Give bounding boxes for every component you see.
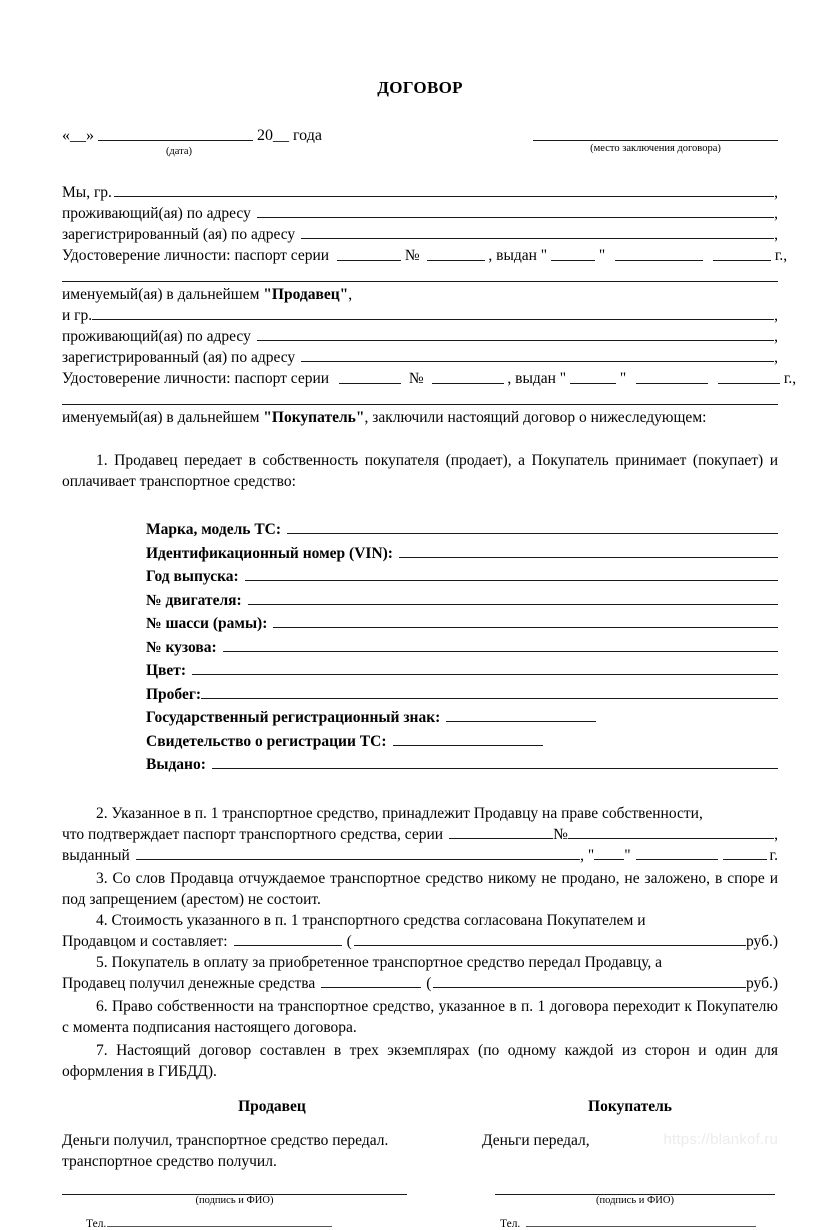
date-prefix: «__» — [62, 127, 98, 144]
seller-signature-caption: (подпись и ФИО) — [195, 1194, 274, 1206]
clause-7: 7. Настоящий договор составлен в трех экземплярах (по одному каждой из сторон и один для оформления в ГИБДД). — [62, 1041, 778, 1080]
clause-4-line-1: 4. Стоимость указанного в п. 1 транспортного средства согласована Покупателем и — [96, 911, 646, 929]
buyer-passport-label: Удостоверение личности: паспорт серии — [62, 370, 330, 387]
buyer-block — [62, 305, 797, 428]
paren-open: ( — [346, 932, 352, 950]
buyer-registered-label: зарегистрированный (ая) по адресу — [62, 349, 296, 366]
buyer-name-row — [62, 305, 778, 326]
date-and-place-row — [62, 126, 778, 166]
quote-close: " — [598, 247, 606, 264]
vehicle-field-label: Выдано: — [146, 756, 206, 773]
vehicle-field-row — [146, 659, 778, 683]
pts-day-input[interactable] — [594, 845, 624, 860]
seller-registered-input[interactable] — [301, 225, 774, 239]
buyer-name-input[interactable] — [92, 306, 774, 320]
seller-signature-column — [62, 1194, 482, 1230]
buyer-phone-row — [482, 1215, 778, 1230]
buyer-passport-month-input[interactable] — [636, 369, 708, 384]
vehicle-field-input[interactable] — [192, 660, 778, 675]
price-words-input[interactable] — [354, 932, 746, 946]
seller-registered-label: зарегистрированный (ая) по адресу — [62, 226, 296, 243]
seller-named-row — [62, 284, 778, 305]
buyer-named-row — [62, 407, 778, 428]
buyer-passport-year-input[interactable] — [718, 369, 780, 384]
buyer-passport-number-input[interactable] — [432, 369, 504, 384]
year-suffix: г. — [769, 846, 778, 864]
year-suffix: г., — [774, 247, 788, 264]
buyer-name-label: и гр. — [62, 307, 93, 324]
vehicle-field-row — [146, 612, 778, 636]
comma: , — [774, 307, 778, 324]
vehicle-field-row — [146, 565, 778, 589]
comma: , — [774, 349, 778, 366]
clause-5 — [62, 952, 778, 994]
seller-residing-label: проживающий(ая) по адресу — [62, 205, 251, 222]
seller-passport-month-input[interactable] — [615, 246, 703, 261]
seller-statement — [62, 1130, 482, 1172]
comma: , — [774, 328, 778, 345]
currency-suffix: руб.) — [745, 932, 778, 950]
clause-2 — [62, 803, 778, 866]
buyer-signature-caption: (подпись и ФИО) — [596, 1194, 674, 1206]
seller-passport-row — [62, 245, 788, 266]
buyer-named-prefix: именуемый(ая) в дальнейшем — [62, 409, 264, 426]
date-caption: (дата) — [165, 146, 193, 157]
signature-headings — [62, 1098, 778, 1116]
clause-6: 6. Право собственности на транспортное средство, указанное в п. 1 договора переходит к Покупателю с момента подписания настоящего договора. — [62, 997, 778, 1036]
vehicle-field-row — [146, 589, 778, 613]
buyer-passport-issued-label: , выдан " — [507, 370, 567, 387]
price-digits-input[interactable] — [234, 931, 342, 946]
payment-words-input[interactable] — [433, 974, 746, 988]
vehicle-field-label: Год выпуска: — [146, 568, 239, 585]
vehicle-field-input[interactable] — [273, 613, 778, 628]
vehicle-field-label: Идентификационный номер (VIN): — [146, 544, 393, 562]
pts-series-label: что подтверждает паспорт транспортного средства, серии — [62, 825, 444, 843]
vehicle-field-input[interactable] — [201, 684, 778, 699]
seller-passport-series-input[interactable] — [337, 246, 401, 261]
vehicle-field-label: Свидетельство о регистрации ТС: — [146, 732, 387, 750]
seller-residing-input[interactable] — [257, 204, 774, 218]
seller-passport-label: Удостоверение личности: паспорт серии — [62, 247, 330, 264]
seller-registered-row — [62, 224, 778, 245]
vehicle-field-label: Марка, модель ТС: — [146, 521, 282, 538]
number-symbol: № — [553, 825, 568, 843]
pts-year-input[interactable] — [723, 845, 767, 860]
vehicle-field-row — [146, 518, 778, 542]
currency-suffix: руб.) — [745, 974, 778, 992]
seller-name-row — [62, 182, 778, 203]
signature-lines — [62, 1194, 778, 1230]
site-watermark: https://blankof.ru — [663, 1131, 778, 1148]
vehicle-field-row — [146, 636, 778, 660]
seller-statement-line-2: транспортное средство получил. — [62, 1152, 277, 1170]
vehicle-field-label: Государственный регистрационный знак: — [146, 709, 441, 726]
clause-2-line-2 — [62, 824, 778, 845]
vehicle-field-label: № шасси (рамы): — [146, 615, 268, 632]
vehicle-field-input[interactable] — [399, 543, 778, 558]
pts-month-input[interactable] — [636, 845, 718, 860]
seller-phone-input[interactable] — [107, 1215, 332, 1227]
pts-issued-by-input[interactable] — [136, 846, 580, 860]
buyer-registered-input[interactable] — [301, 348, 774, 362]
seller-signature-heading: Продавец — [238, 1097, 306, 1115]
vehicle-field-row — [146, 706, 778, 730]
payment-digits-input[interactable] — [321, 973, 421, 988]
buyer-phone-input[interactable] — [526, 1215, 756, 1227]
comma: , — [774, 184, 778, 201]
buyer-residing-input[interactable] — [257, 327, 774, 341]
buyer-signature-column — [482, 1194, 778, 1230]
buyer-statement-line-1: Деньги передал, — [482, 1131, 590, 1149]
pts-issued-by-label: выданный — [62, 846, 130, 864]
buyer-registered-row — [62, 347, 778, 368]
buyer-signature-heading: Покупатель — [588, 1097, 672, 1115]
seller-passport-year-input[interactable] — [713, 246, 771, 261]
seller-phone-label: Тел. — [86, 1217, 107, 1230]
buyer-named-suffix: , заключили настоящий договор о нижеследующем: — [364, 409, 707, 426]
quote-close: " — [619, 370, 627, 387]
clause-2-line-3 — [62, 845, 778, 866]
vehicle-field-input[interactable] — [287, 519, 778, 534]
vehicle-field-input[interactable] — [393, 731, 543, 746]
clause-5-line-2 — [62, 973, 778, 994]
buyer-residing-label: проживающий(ая) по адресу — [62, 328, 251, 345]
vehicle-field-input[interactable] — [212, 754, 778, 769]
contract-date-field — [62, 126, 322, 145]
number-symbol: № — [404, 247, 420, 264]
buyer-passport-row — [62, 368, 797, 389]
clause-4-line-2 — [62, 931, 778, 952]
quote-open: , " — [580, 846, 595, 864]
seller-extra-line[interactable] — [62, 281, 778, 282]
vehicle-field-label: № кузова: — [146, 638, 217, 656]
document-sheet — [62, 0, 797, 1230]
buyer-extra-line[interactable] — [62, 404, 778, 405]
pts-number-input[interactable] — [568, 825, 774, 839]
seller-residing-row — [62, 203, 778, 224]
vehicle-field-label: № двигателя: — [146, 591, 242, 609]
vehicle-field-label: Цвет: — [146, 662, 187, 679]
seller-passport-number-input[interactable] — [427, 246, 485, 261]
number-symbol: № — [408, 370, 424, 387]
seller-name-label: Мы, гр. — [62, 184, 112, 201]
seller-name-input[interactable] — [114, 183, 774, 197]
buyer-role-label: "Покупатель" — [263, 409, 365, 426]
vehicle-field-input[interactable] — [223, 637, 778, 652]
place-blank-line[interactable] — [533, 140, 778, 141]
paren-open: ( — [426, 974, 432, 992]
buyer-passport-day-input[interactable] — [570, 369, 616, 384]
seller-named-suffix: , — [348, 286, 353, 303]
price-label: Продавцом и составляет: — [62, 932, 228, 950]
seller-phone-row — [62, 1215, 482, 1230]
buyer-passport-series-input[interactable] — [339, 369, 401, 384]
page-title: ДОГОВОР — [377, 78, 463, 97]
vehicle-field-row — [146, 730, 778, 754]
seller-passport-day-input[interactable] — [551, 246, 595, 261]
vehicle-field-row — [146, 753, 778, 777]
seller-statement-line-1: Деньги получил, транспортное средство передал. — [62, 1131, 389, 1149]
seller-block — [62, 182, 788, 305]
seller-role-label: "Продавец" — [263, 286, 349, 303]
clause-3: 3. Со слов Продавца отчуждаемое транспортное средство никому не продано, не заложено, в споре и под запрещением (арестом) не состоит. — [62, 869, 778, 908]
payment-label: Продавец получил денежные средства — [62, 974, 316, 992]
date-year-suffix: 20__ года — [253, 127, 322, 144]
seller-named-prefix: именуемый(ая) в дальнейшем — [62, 286, 264, 303]
date-blank-line[interactable] — [98, 126, 253, 141]
vehicle-field-input[interactable] — [248, 590, 778, 605]
vehicle-field-label: Пробег: — [146, 685, 202, 703]
buyer-residing-row — [62, 326, 778, 347]
clause-4 — [62, 910, 778, 952]
clause-2-line-1: 2. Указанное в п. 1 транспортное средство, принадлежит Продавцу на праве собственности, — [96, 804, 703, 822]
comma: , — [774, 205, 778, 222]
place-caption: (место заключения договора) — [590, 143, 721, 154]
clause-5-line-1: 5. Покупатель в оплату за приобретенное транспортное средство передал Продавцу, а — [96, 953, 663, 971]
buyer-phone-label: Тел. — [500, 1217, 521, 1230]
comma: , — [774, 226, 778, 243]
vehicle-field-input[interactable] — [245, 566, 778, 581]
vehicle-field-row — [146, 542, 778, 566]
pts-series-input[interactable] — [449, 824, 553, 839]
quote-close: " — [624, 846, 631, 864]
vehicle-details — [146, 518, 778, 777]
signature-section — [62, 1098, 778, 1228]
comma: , — [774, 825, 778, 843]
clause-1: 1. Продавец передает в собственность покупателя (продает), а Покупатель принимает (покупает) и оплачивает транспортное средство: — [62, 452, 778, 490]
seller-passport-issued-label: , выдан " — [488, 247, 548, 264]
year-suffix: г., — [783, 370, 797, 387]
vehicle-field-row — [146, 683, 778, 707]
vehicle-field-input[interactable] — [446, 707, 596, 722]
